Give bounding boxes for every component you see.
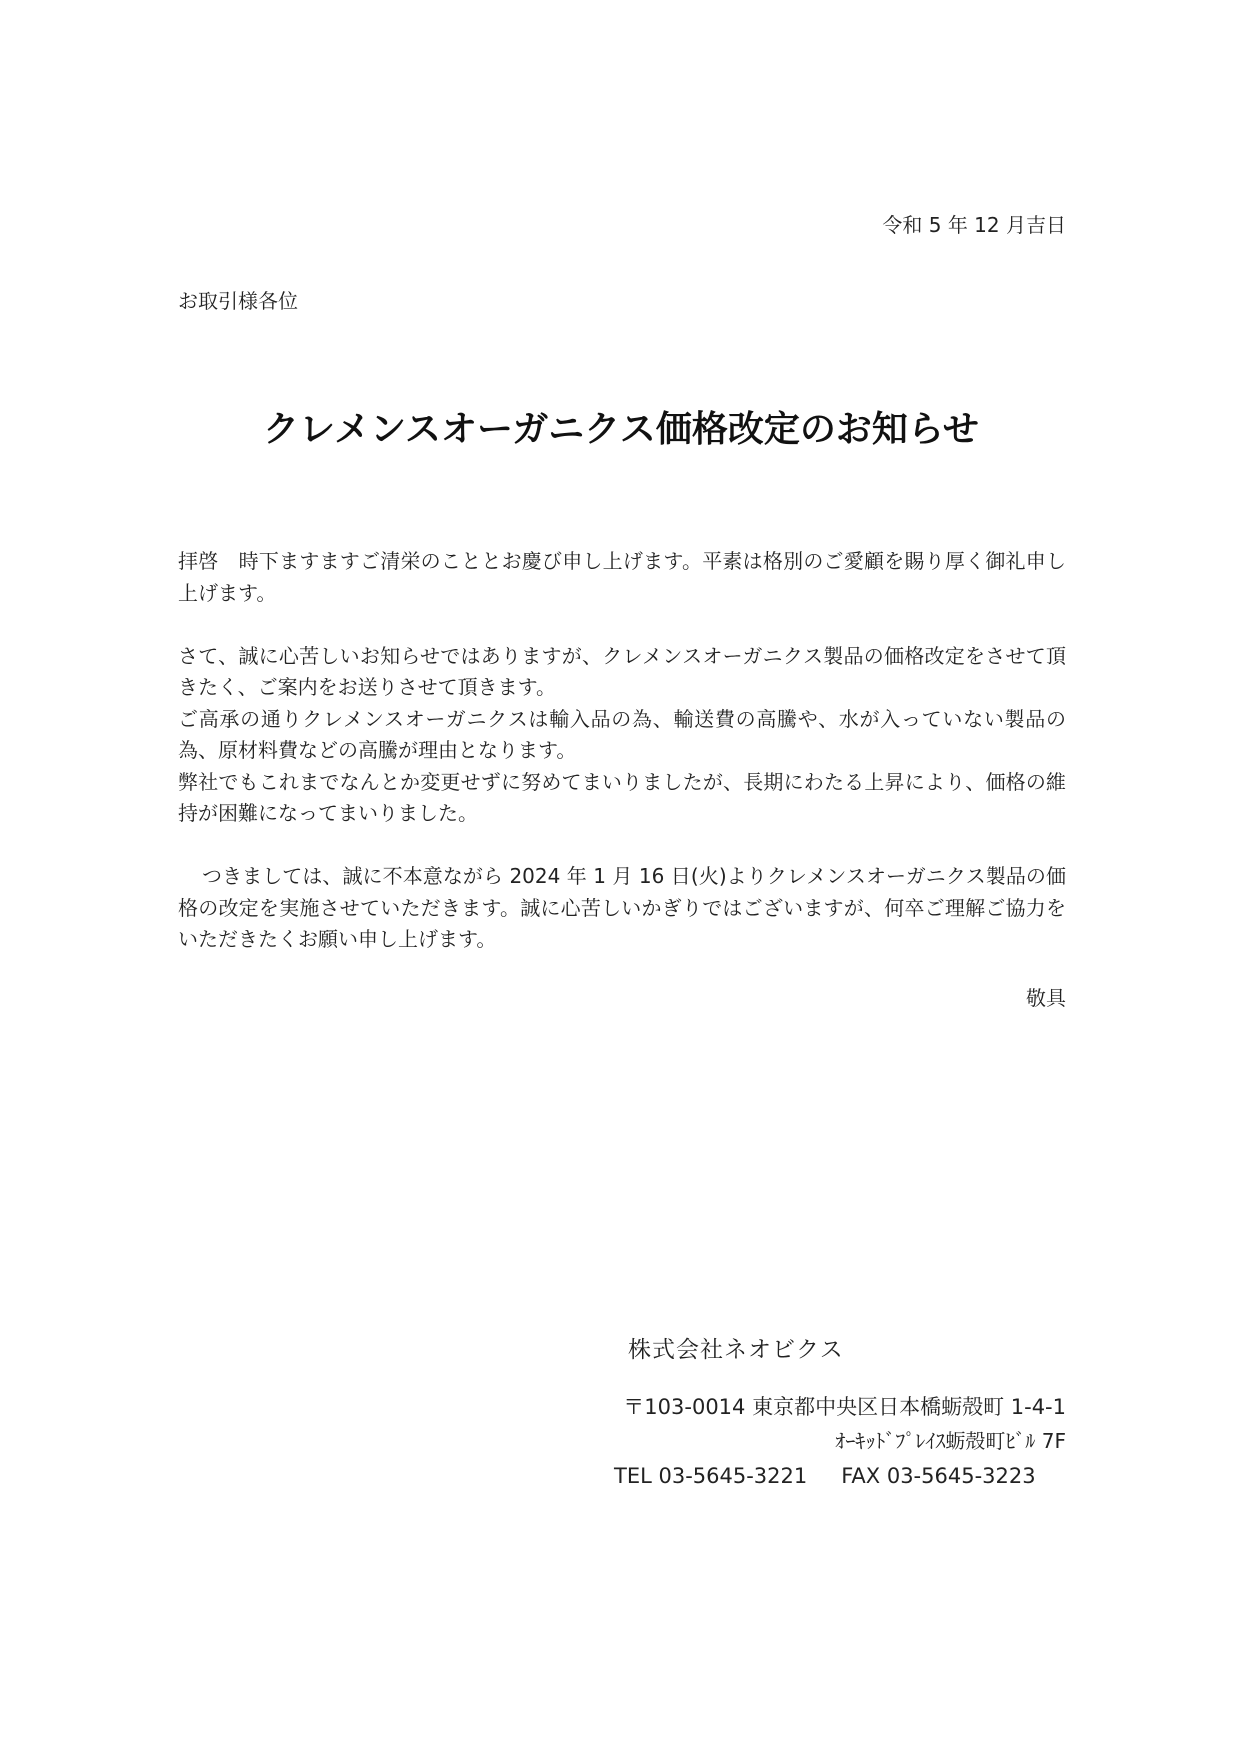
announcement-paragraph: つきましては、誠に不本意ながら 2024 年 1 月 16 日(火)よりクレメンスオーガニクス製品の価格の改定を実施させていただきます。誠に心苦しいかぎりではございますが、何卒ご理解ご協力をいただきたくお願い申し上げます。	[178, 864, 1066, 951]
sender-contact	[614, 1460, 1036, 1492]
sender-company: 株式会社ネオビクス	[628, 1337, 844, 1363]
effort-paragraph: 弊社でもこれまでなんとか変更せずに努めてまいりましたが、長期にわたる上昇により、価格の維持が困難になってまいりました。	[178, 769, 1066, 825]
sender-address-line1: 〒103-0014 東京都中央区日本橋蛎殻町 1-4-1	[623, 1395, 1066, 1419]
letter-date: 令和 5 年 12 月吉日	[882, 213, 1066, 237]
reason-paragraph: ご高承の通りクレメンスオーガニクスは輸入品の為、輸送費の高騰や、水が入っていない製品の為、原材料費などの高騰が理由となります。	[178, 706, 1066, 762]
greeting-paragraph: 拝啓 時下ますますご清栄のこととお慶び申し上げます。平素は格別のご愛顧を賜り厚く御礼申し上げます。	[178, 549, 1066, 605]
paragraph-spacer	[178, 609, 1066, 641]
sender-address-line2: ｵｰｷｯﾄﾞﾌﾟﾚｲｽ蛎殻町ﾋﾞﾙ 7F	[835, 1429, 1066, 1453]
notice-paragraph: さて、誠に心苦しいお知らせではありますが、クレメンスオーガニクス製品の価格改定をさせて頂きたく、ご案内をお送りさせて頂きます。	[178, 643, 1066, 699]
closing-word: 敬具	[1026, 986, 1066, 1010]
letter-title: クレメンスオーガニクス価格改定のお知らせ	[263, 409, 979, 450]
sender-tel: TEL 03-5645-3221	[614, 1464, 808, 1488]
paragraph-spacer	[178, 830, 1066, 862]
addressee: お取引様各位	[178, 289, 298, 313]
letter-body	[178, 546, 1066, 956]
sender-fax: FAX 03-5645-3223	[841, 1464, 1036, 1488]
